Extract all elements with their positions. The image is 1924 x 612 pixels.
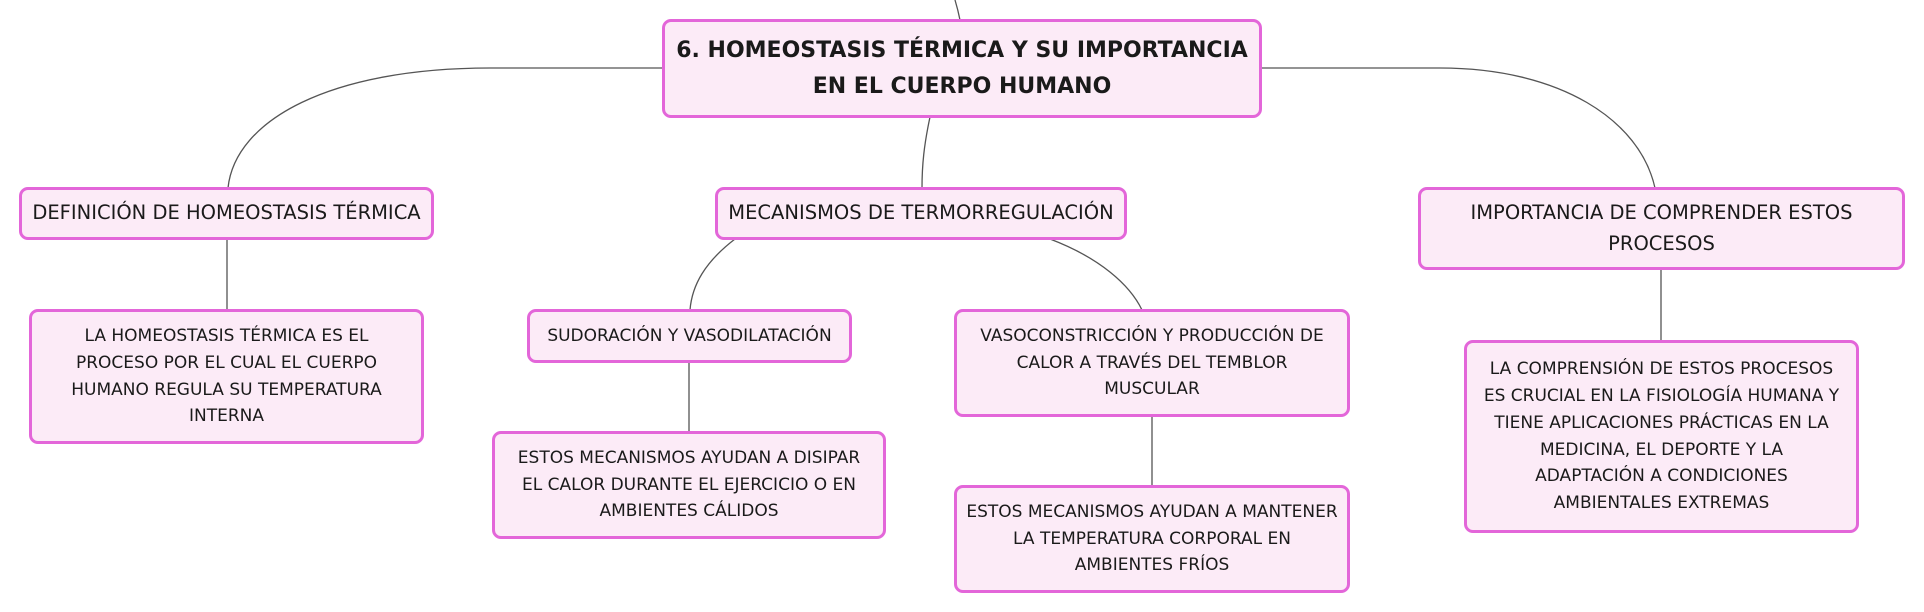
leaf-vasoconstriccion-label: VASOCONSTRICCIÓN Y PRODUCCIÓN DE CALOR A TRAVÉS DEL TEMBLOR MUSCULAR — [980, 325, 1324, 400]
branch-mecanismos[interactable] — [715, 187, 1127, 240]
leaf-definicion-texto[interactable] — [29, 309, 424, 444]
leaf-definicion-texto-label: LA HOMEOSTASIS TÉRMICA ES EL PROCESO POR EL CUAL EL CUERPO HUMANO REGULA SU TEMPERATURA INTERNA — [71, 325, 382, 427]
branch-definicion-label: DEFINICIÓN DE HOMEOSTASIS TÉRMICA — [32, 201, 421, 225]
leaf-sudoracion-texto-label: ESTOS MECANISMOS AYUDAN A DISIPAR EL CALOR DURANTE EL EJERCICIO O EN AMBIENTES CÁLIDOS — [517, 447, 861, 522]
branch-importancia-label: IMPORTANCIA DE COMPRENDER ESTOS PROCESOS — [1470, 200, 1853, 255]
root-title: 6. HOMEOSTASIS TÉRMICA Y SU IMPORTANCIA EN EL CUERPO HUMANO — [676, 38, 1248, 99]
leaf-importancia-texto[interactable] — [1464, 340, 1859, 533]
link-root-importancia — [1262, 68, 1655, 188]
leaf-sudoracion[interactable] — [527, 309, 852, 363]
branch-importancia[interactable] — [1418, 187, 1905, 270]
branch-mecanismos-label: MECANISMOS DE TERMORREGULACIÓN — [728, 201, 1114, 225]
link-parent-root — [955, 0, 960, 20]
link-root-mecanismos — [922, 117, 930, 188]
link-mecanismos-vasoconstriccion — [1050, 239, 1142, 310]
leaf-importancia-texto-label: LA COMPRENSIÓN DE ESTOS PROCESOS ES CRUCIAL EN LA FISIOLOGÍA HUMANA Y TIENE APLICACIONES PRÁCTICAS EN LA MEDICINA, EL DEPORTE Y LA ADAPTACIÓN A CONDICIONES AMBIENTALES EXTREMAS — [1483, 358, 1840, 514]
leaf-vasoconstriccion-texto[interactable] — [954, 485, 1350, 593]
branch-definicion[interactable] — [19, 187, 434, 240]
root-node[interactable] — [662, 19, 1262, 118]
leaf-vasoconstriccion-texto-label: ESTOS MECANISMOS AYUDAN A MANTENER LA TEMPERATURA CORPORAL EN AMBIENTES FRÍOS — [966, 501, 1338, 576]
link-mecanismos-sudoracion — [690, 239, 735, 310]
link-root-definicion — [228, 68, 662, 188]
leaf-sudoracion-texto[interactable] — [492, 431, 886, 539]
leaf-sudoracion-label: SUDORACIÓN Y VASODILATACIÓN — [547, 325, 832, 346]
leaf-vasoconstriccion[interactable] — [954, 309, 1350, 417]
